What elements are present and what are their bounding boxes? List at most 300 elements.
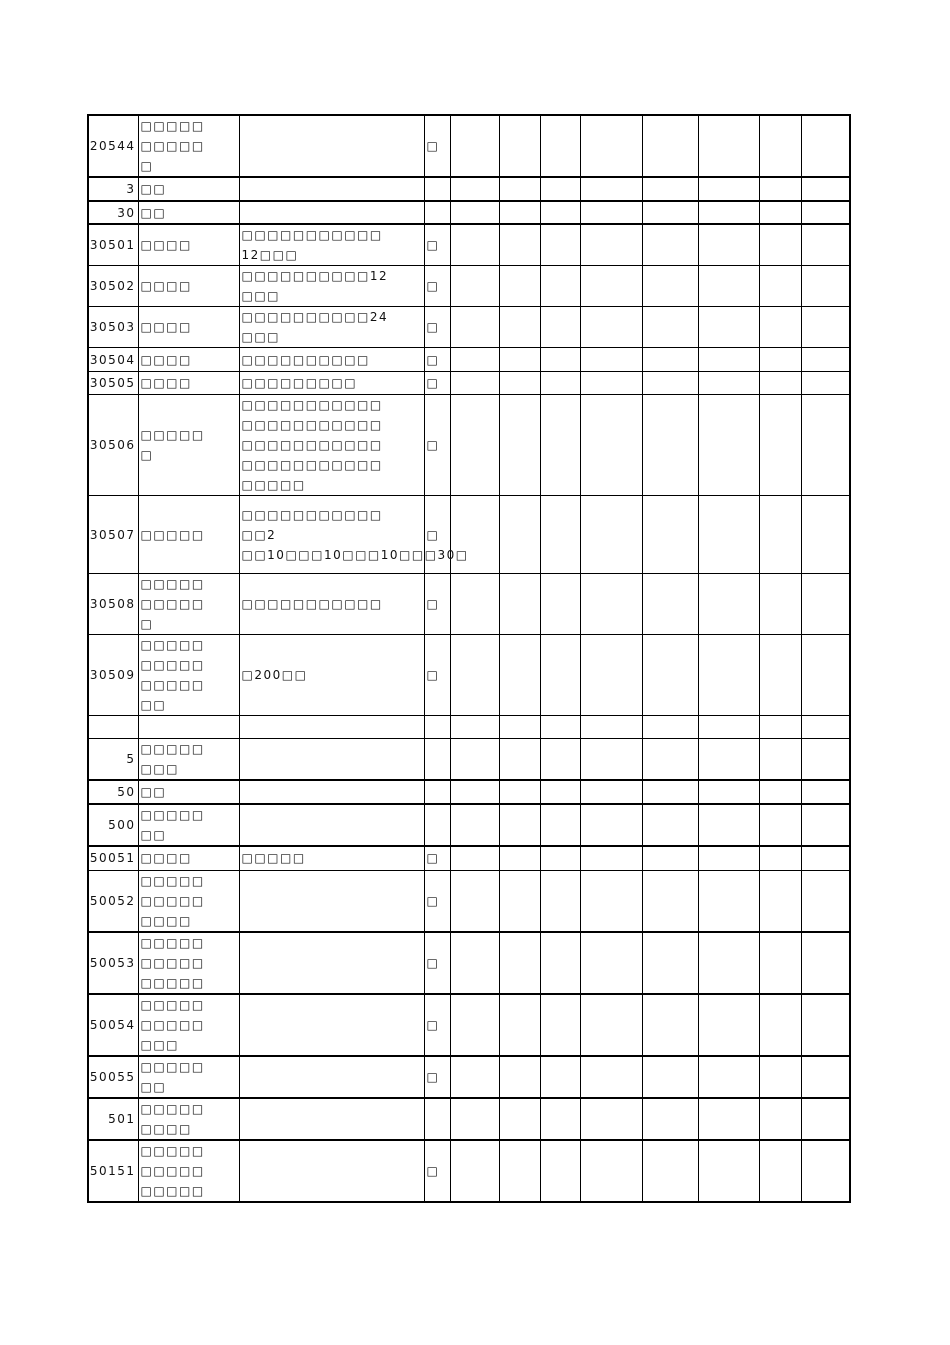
empty-cell <box>580 115 642 177</box>
row-mark: □ <box>424 932 450 994</box>
row-mark: □ <box>424 224 450 266</box>
empty-cell <box>540 932 580 994</box>
empty-cell <box>499 115 540 177</box>
row-name-line: □□ <box>140 205 167 220</box>
row-description <box>239 348 424 372</box>
empty-cell <box>759 780 801 804</box>
row-description-line: □□□□□ <box>241 478 306 492</box>
row-mark: □ <box>424 846 450 870</box>
table-row <box>88 1098 850 1140</box>
row-name <box>138 266 239 307</box>
empty-cell <box>698 177 759 201</box>
empty-cell <box>499 395 540 496</box>
row-name-line: □□□□□ <box>140 1101 205 1116</box>
empty-cell <box>801 307 850 348</box>
row-code: 30502 <box>88 266 138 307</box>
table-row <box>88 739 850 781</box>
row-description <box>239 804 424 846</box>
row-name-line: □□□□□ <box>140 808 205 822</box>
row-description-line: □□□□□□□□□□□ <box>241 507 383 522</box>
empty-cell <box>540 739 580 781</box>
table-row <box>88 177 850 201</box>
row-description <box>239 1140 424 1202</box>
empty-cell <box>801 348 850 372</box>
row-mark: □ <box>424 870 450 932</box>
row-mark: □ <box>424 635 450 716</box>
empty-cell <box>499 804 540 846</box>
empty-cell <box>642 1056 698 1098</box>
row-mark: □ <box>424 574 450 635</box>
row-description <box>239 1098 424 1140</box>
empty-cell <box>759 201 801 224</box>
row-name-line: □□□□□ <box>140 658 205 672</box>
row-name-line: □□□□□ <box>140 1059 205 1074</box>
empty-cell <box>499 348 540 372</box>
empty-cell <box>499 716 540 739</box>
empty-cell <box>540 224 580 266</box>
table-row <box>88 846 850 870</box>
row-mark: □ <box>424 1056 450 1098</box>
table-row <box>88 266 850 307</box>
empty-cell <box>759 307 801 348</box>
row-description <box>239 307 424 348</box>
empty-cell <box>540 716 580 739</box>
empty-cell <box>698 780 759 804</box>
empty-cell <box>580 635 642 716</box>
empty-cell <box>642 395 698 496</box>
empty-cell <box>540 348 580 372</box>
row-name-line: □□□□ <box>140 279 192 293</box>
row-description-line: □□□□□ <box>241 851 306 866</box>
empty-cell <box>759 739 801 781</box>
row-code: 30506 <box>88 395 138 496</box>
row-name <box>138 716 239 739</box>
row-code: 3 <box>88 177 138 201</box>
row-description <box>239 201 424 224</box>
row-code: 30503 <box>88 307 138 348</box>
empty-cell <box>801 1056 850 1098</box>
empty-cell <box>642 1140 698 1202</box>
row-name <box>138 348 239 372</box>
row-name <box>138 846 239 870</box>
row-description <box>239 870 424 932</box>
row-description <box>239 224 424 266</box>
table-row <box>88 1140 850 1202</box>
empty-cell <box>499 932 540 994</box>
empty-cell <box>698 846 759 870</box>
table-row <box>88 870 850 932</box>
empty-cell <box>499 224 540 266</box>
table-row <box>88 395 850 496</box>
empty-cell <box>540 201 580 224</box>
empty-cell <box>698 716 759 739</box>
empty-cell <box>698 932 759 994</box>
empty-cell <box>642 635 698 716</box>
row-description <box>239 574 424 635</box>
row-description-line: □□□□□□□□□□□ <box>241 458 383 472</box>
empty-cell <box>698 115 759 177</box>
table-row <box>88 307 850 348</box>
row-description <box>239 115 424 177</box>
empty-cell <box>499 266 540 307</box>
empty-cell <box>698 496 759 574</box>
row-description-line: □□□□□□□□□□24 <box>241 310 389 324</box>
empty-cell <box>580 804 642 846</box>
row-name <box>138 932 239 994</box>
empty-cell <box>642 177 698 201</box>
row-mark: □ <box>424 994 450 1056</box>
row-name-line: □□□□□ <box>140 527 205 542</box>
empty-cell <box>450 348 499 372</box>
row-description-line: □□□□□□□□□□□ <box>241 597 383 611</box>
empty-cell <box>499 780 540 804</box>
row-code <box>88 716 138 739</box>
empty-cell <box>642 496 698 574</box>
row-code: 50151 <box>88 1140 138 1202</box>
empty-cell <box>450 372 499 395</box>
empty-cell <box>642 574 698 635</box>
empty-cell <box>642 870 698 932</box>
row-description <box>239 932 424 994</box>
row-mark <box>424 780 450 804</box>
row-mark <box>424 177 450 201</box>
empty-cell <box>642 716 698 739</box>
empty-cell <box>580 780 642 804</box>
empty-cell <box>759 1056 801 1098</box>
empty-cell <box>759 846 801 870</box>
row-name-line: □□□□□ <box>140 1143 205 1158</box>
empty-cell <box>759 266 801 307</box>
table-row <box>88 635 850 716</box>
row-code: 5 <box>88 739 138 781</box>
empty-cell <box>540 870 580 932</box>
row-name-line: □□□□□ <box>140 997 205 1012</box>
row-code: 50055 <box>88 1056 138 1098</box>
row-name-line: □□□□ <box>140 1121 192 1136</box>
row-name <box>138 177 239 201</box>
empty-cell <box>642 224 698 266</box>
empty-cell <box>580 266 642 307</box>
empty-cell <box>801 574 850 635</box>
empty-cell <box>801 932 850 994</box>
row-name-line: □ <box>140 448 154 462</box>
table-row <box>88 780 850 804</box>
row-name <box>138 395 239 496</box>
empty-cell <box>642 201 698 224</box>
empty-cell <box>642 994 698 1056</box>
empty-cell <box>540 804 580 846</box>
empty-cell <box>499 635 540 716</box>
empty-cell <box>499 739 540 781</box>
empty-cell <box>642 307 698 348</box>
empty-cell <box>801 372 850 395</box>
row-name-line: □□□□ <box>140 913 192 928</box>
row-name-line: □□□□□ <box>140 1183 205 1198</box>
empty-cell <box>759 932 801 994</box>
empty-cell <box>759 115 801 177</box>
row-code: 30 <box>88 201 138 224</box>
empty-cell <box>580 1056 642 1098</box>
empty-cell <box>801 870 850 932</box>
row-name-line: □□□□□ <box>140 678 205 692</box>
row-name <box>138 115 239 177</box>
row-description-line: □200□□ <box>241 668 308 682</box>
row-name <box>138 635 239 716</box>
empty-cell <box>580 846 642 870</box>
empty-cell <box>499 1140 540 1202</box>
row-description <box>239 994 424 1056</box>
row-description-line: □□10□□□10□□□10□□□30□ <box>241 547 469 562</box>
empty-cell <box>499 846 540 870</box>
row-name <box>138 372 239 395</box>
empty-cell <box>698 739 759 781</box>
empty-cell <box>540 1056 580 1098</box>
row-name <box>138 739 239 781</box>
empty-cell <box>759 177 801 201</box>
row-code: 30507 <box>88 496 138 574</box>
empty-cell <box>801 846 850 870</box>
row-code: 50054 <box>88 994 138 1056</box>
empty-cell <box>801 1140 850 1202</box>
row-name <box>138 307 239 348</box>
row-code: 30504 <box>88 348 138 372</box>
row-name-line: □□□□ <box>140 376 192 390</box>
table-row <box>88 574 850 635</box>
empty-cell <box>759 635 801 716</box>
empty-cell <box>698 804 759 846</box>
row-name-line: □□□ <box>140 762 180 776</box>
row-code: 30509 <box>88 635 138 716</box>
empty-cell <box>580 716 642 739</box>
table-row <box>88 348 850 372</box>
empty-cell <box>540 635 580 716</box>
row-description-line: □□□□□□□□□□□ <box>241 228 383 242</box>
empty-cell <box>499 496 540 574</box>
empty-cell <box>801 716 850 739</box>
row-mark: □ <box>424 115 450 177</box>
row-description-line: □□□□□□□□□□□ <box>241 398 383 412</box>
table-row <box>88 372 850 395</box>
row-description-line: □□□□□□□□□□ <box>241 352 370 367</box>
row-description-line: 12□□□ <box>241 248 299 262</box>
row-mark: □ <box>424 395 450 496</box>
table-row <box>88 224 850 266</box>
empty-cell <box>499 372 540 395</box>
row-description-line: □□□□□□□□□□12 <box>241 269 389 283</box>
empty-cell <box>759 870 801 932</box>
row-description <box>239 496 469 574</box>
empty-cell <box>801 804 850 846</box>
row-name-line: □□□□□ <box>140 577 205 591</box>
empty-cell <box>450 115 499 177</box>
row-name <box>138 1098 239 1140</box>
empty-cell <box>642 115 698 177</box>
row-name <box>138 496 239 574</box>
empty-cell <box>642 372 698 395</box>
row-name <box>138 224 239 266</box>
empty-cell <box>499 994 540 1056</box>
row-description <box>239 846 424 870</box>
empty-cell <box>580 201 642 224</box>
row-name-line: □□□□□ <box>140 935 205 950</box>
row-name-line: □ <box>140 159 154 173</box>
empty-cell <box>580 372 642 395</box>
empty-cell <box>698 994 759 1056</box>
table-row <box>88 1056 850 1098</box>
empty-cell <box>450 870 499 932</box>
table-body <box>88 115 850 1202</box>
row-name-line: □□□□ <box>140 320 192 334</box>
table-row <box>88 804 850 846</box>
empty-cell <box>540 496 580 574</box>
empty-cell <box>801 739 850 781</box>
empty-cell <box>450 780 499 804</box>
empty-cell <box>580 1098 642 1140</box>
empty-cell <box>801 395 850 496</box>
empty-cell <box>499 870 540 932</box>
empty-cell <box>450 804 499 846</box>
row-name <box>138 1056 239 1098</box>
empty-cell <box>801 780 850 804</box>
row-name-line: □□□□□ <box>140 742 205 756</box>
empty-cell <box>642 348 698 372</box>
empty-cell <box>759 716 801 739</box>
empty-cell <box>450 846 499 870</box>
empty-cell <box>540 780 580 804</box>
empty-cell <box>698 1140 759 1202</box>
row-name-line: □□□□ <box>140 352 192 367</box>
row-name-line: □ <box>140 617 154 631</box>
empty-cell <box>759 994 801 1056</box>
row-name-line: □□□□ <box>140 238 192 252</box>
empty-cell <box>759 224 801 266</box>
empty-cell <box>450 224 499 266</box>
empty-cell <box>698 224 759 266</box>
empty-cell <box>450 994 499 1056</box>
row-description-line: □□□□□□□□□□□ <box>241 438 383 452</box>
row-mark: □ <box>424 496 450 574</box>
empty-cell <box>499 1056 540 1098</box>
row-name-line: □□□□□ <box>140 119 205 133</box>
empty-cell <box>450 1140 499 1202</box>
row-mark <box>424 201 450 224</box>
row-name-line: □□□□□ <box>140 955 205 970</box>
row-name-line: □□□□ <box>140 851 192 866</box>
row-mark: □ <box>424 1140 450 1202</box>
empty-cell <box>698 870 759 932</box>
empty-cell <box>698 1098 759 1140</box>
empty-cell <box>642 739 698 781</box>
empty-cell <box>698 266 759 307</box>
empty-cell <box>759 496 801 574</box>
empty-cell <box>801 266 850 307</box>
row-code: 50052 <box>88 870 138 932</box>
empty-cell <box>801 177 850 201</box>
row-name-line: □□ <box>140 182 167 196</box>
row-name <box>138 1140 239 1202</box>
row-name-line: □□ <box>140 828 167 842</box>
empty-cell <box>698 1056 759 1098</box>
row-name-line: □□ <box>140 1079 167 1094</box>
row-name <box>138 780 239 804</box>
empty-cell <box>580 496 642 574</box>
row-description-line: □□□ <box>241 289 281 303</box>
empty-cell <box>450 201 499 224</box>
empty-cell <box>698 574 759 635</box>
row-description-line: □□□□□□□□□□□ <box>241 418 383 432</box>
row-mark: □ <box>424 372 450 395</box>
table-row <box>88 201 850 224</box>
empty-cell <box>540 307 580 348</box>
table-row <box>88 115 850 177</box>
empty-cell <box>540 266 580 307</box>
row-code: 500 <box>88 804 138 846</box>
empty-cell <box>540 574 580 635</box>
empty-cell <box>580 395 642 496</box>
empty-cell <box>759 574 801 635</box>
empty-cell <box>450 1098 499 1140</box>
table-row <box>88 716 850 739</box>
row-mark <box>424 1098 450 1140</box>
empty-cell <box>642 1098 698 1140</box>
row-code: 20544 <box>88 115 138 177</box>
empty-cell <box>580 932 642 994</box>
row-name-line: □□□□□ <box>140 139 205 153</box>
row-description <box>239 635 424 716</box>
empty-cell <box>580 177 642 201</box>
row-name-line: □□□□□ <box>140 975 205 990</box>
empty-cell <box>698 201 759 224</box>
row-name-line: □□□□□ <box>140 893 205 908</box>
row-mark: □ <box>424 266 450 307</box>
empty-cell <box>801 115 850 177</box>
table-row <box>88 994 850 1056</box>
row-mark: □ <box>424 307 450 348</box>
empty-cell <box>801 1098 850 1140</box>
row-code: 50053 <box>88 932 138 994</box>
empty-cell <box>499 1098 540 1140</box>
empty-cell <box>801 635 850 716</box>
empty-cell <box>801 496 850 574</box>
empty-cell <box>540 994 580 1056</box>
empty-cell <box>450 177 499 201</box>
empty-cell <box>580 870 642 932</box>
row-mark <box>424 739 450 781</box>
row-mark <box>424 804 450 846</box>
empty-cell <box>540 177 580 201</box>
empty-cell <box>450 266 499 307</box>
empty-cell <box>580 224 642 266</box>
table-row <box>88 932 850 994</box>
empty-cell <box>801 994 850 1056</box>
row-name-line: □□□□□ <box>140 1163 205 1178</box>
empty-cell <box>450 574 499 635</box>
row-description-line: □□2 <box>241 527 277 542</box>
row-description <box>239 372 424 395</box>
row-name-line: □□□□□ <box>140 597 205 611</box>
row-code: 30508 <box>88 574 138 635</box>
empty-cell <box>698 372 759 395</box>
empty-cell <box>580 1140 642 1202</box>
empty-cell <box>759 1140 801 1202</box>
empty-cell <box>698 348 759 372</box>
row-code: 50 <box>88 780 138 804</box>
empty-cell <box>499 177 540 201</box>
row-description <box>239 739 424 781</box>
row-name-line: □□□□□ <box>140 638 205 652</box>
row-description <box>239 780 424 804</box>
empty-cell <box>450 1056 499 1098</box>
